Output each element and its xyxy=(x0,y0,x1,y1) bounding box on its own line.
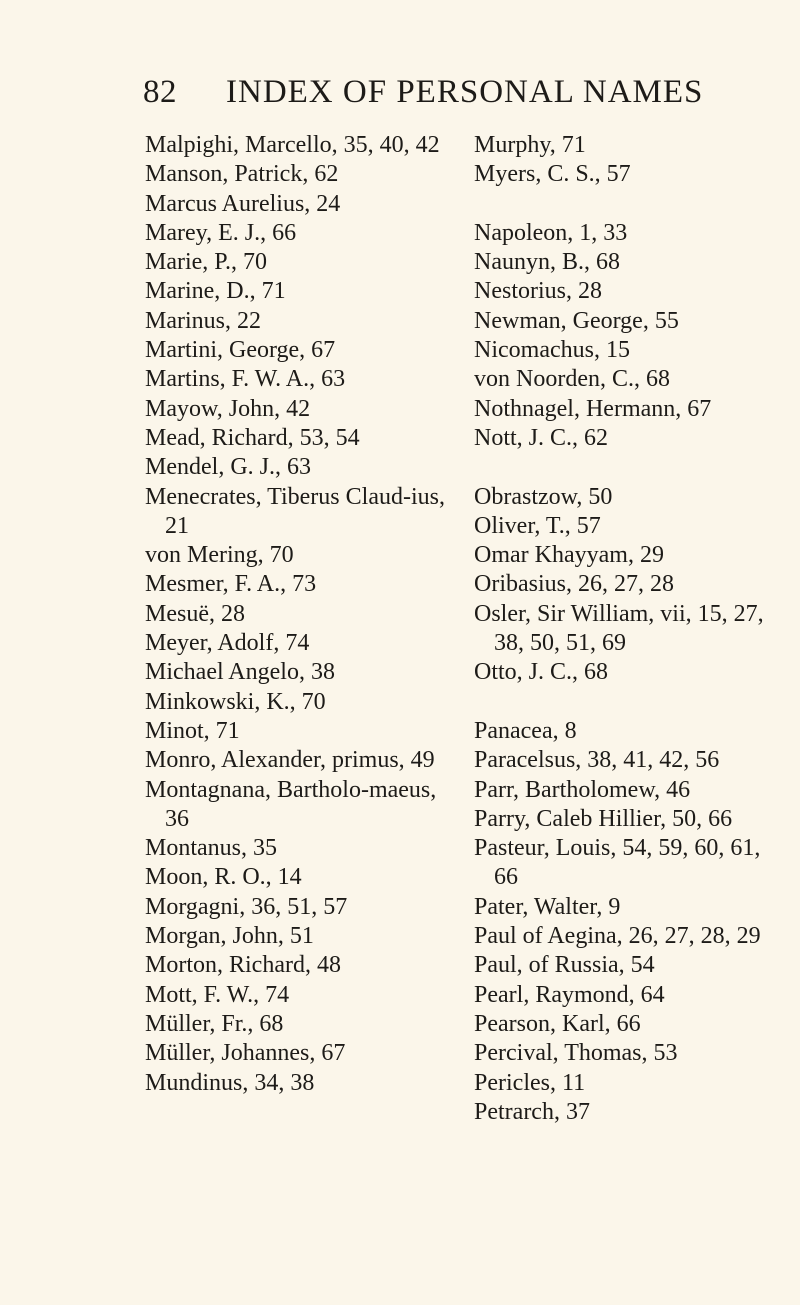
index-entry: Minot, 71 xyxy=(145,717,240,744)
index-entry: Napoleon, 1, 33 xyxy=(474,219,628,246)
index-entry: Otto, J. C., 68 xyxy=(474,659,609,686)
running-title: INDEX OF PERSONAL NAMES xyxy=(226,74,704,110)
index-entry: Myers, C. S., 57 xyxy=(474,161,631,188)
index-column-left xyxy=(145,131,445,1098)
index-entry: Murphy, 71 xyxy=(474,132,586,158)
index-entry: Malpighi, Marcello, 35, 40, 42 xyxy=(145,132,440,158)
index-entry: Nicomachus, 15 xyxy=(474,337,630,364)
index-entry: Marie, P., 70 xyxy=(145,249,267,276)
index-column-right xyxy=(474,131,774,1127)
index-entry: Montanus, 35 xyxy=(145,835,277,862)
index-entry: Pearl, Raymond, 64 xyxy=(474,981,665,1008)
index-entry: Parry, Caleb Hillier, 50, 66 xyxy=(474,805,733,832)
index-entry: von Mering, 70 xyxy=(145,542,294,569)
index-entry: Michael Angelo, 38 xyxy=(145,659,335,686)
index-entry: Percival, Thomas, 53 xyxy=(474,1040,678,1067)
index-entry: Oribasius, 26, 27, 28 xyxy=(474,571,674,598)
index-entry: Newman, George, 55 xyxy=(474,307,679,334)
index-entry: Marcus Aurelius, 24 xyxy=(145,190,341,217)
index-entry: Nestorius, 28 xyxy=(474,278,602,305)
index-entry: Mott, F. W., 74 xyxy=(145,981,290,1008)
index-entry: Pasteur, Louis, 54, 59, 60, 61, 66 xyxy=(474,835,761,891)
index-entry: Mayow, John, 42 xyxy=(145,395,311,422)
letter-group-gap xyxy=(474,688,774,717)
index-entry: Müller, Johannes, 67 xyxy=(145,1040,346,1067)
index-entry: Morton, Richard, 48 xyxy=(145,952,341,979)
index-entry: Montagnana, Bartholo-maeus, 36 xyxy=(145,776,437,832)
index-entry: Paracelsus, 38, 41, 42, 56 xyxy=(474,747,720,774)
index-entry: Manson, Patrick, 62 xyxy=(145,161,339,188)
index-entry: Meyer, Adolf, 74 xyxy=(145,630,310,657)
index-entry: Mesuë, 28 xyxy=(145,600,245,627)
index-entry: Nott, J. C., 62 xyxy=(474,424,609,451)
index-entry: Martini, George, 67 xyxy=(145,337,336,364)
index-entry: Naunyn, B., 68 xyxy=(474,249,620,276)
index-entry: Martins, F. W. A., 63 xyxy=(145,366,346,393)
index-entry: Pater, Walter, 9 xyxy=(474,893,621,920)
index-entry: Moon, R. O., 14 xyxy=(145,864,302,891)
index-entry: Paul of Aegina, 26, 27, 28, 29 xyxy=(474,923,761,950)
index-entry: Müller, Fr., 68 xyxy=(145,1010,284,1037)
index-entry: Morgan, John, 51 xyxy=(145,923,314,950)
index-entry: Nothnagel, Hermann, 67 xyxy=(474,395,712,422)
index-entry: Omar Khayyam, 29 xyxy=(474,542,664,569)
index-entry: Paul, of Russia, 54 xyxy=(474,952,655,979)
index-entry: Pericles, 11 xyxy=(474,1069,586,1096)
index-entry: Mendel, G. J., 63 xyxy=(145,454,311,481)
index-entry: Panacea, 8 xyxy=(474,717,577,744)
index-entry: Marey, E. J., 66 xyxy=(145,219,297,246)
letter-group-gap xyxy=(474,190,774,219)
index-entry: Marine, D., 71 xyxy=(145,278,286,305)
index-entry: Morgagni, 36, 51, 57 xyxy=(145,893,348,920)
index-entry: von Noorden, C., 68 xyxy=(474,366,670,393)
page-header xyxy=(0,74,800,118)
index-entry: Parr, Bartholomew, 46 xyxy=(474,776,691,803)
index-entry: Pearson, Karl, 66 xyxy=(474,1010,641,1037)
index-entry: Monro, Alexander, primus, 49 xyxy=(145,747,435,774)
index-entry: Minkowski, K., 70 xyxy=(145,688,326,715)
letter-group-gap xyxy=(474,453,774,482)
page-number: 82 xyxy=(143,74,177,110)
index-entry: Mesmer, F. A., 73 xyxy=(145,571,317,598)
index-entry: Menecrates, Tiberus Claud-ius, 21 xyxy=(145,483,445,539)
index-entry: Mundinus, 34, 38 xyxy=(145,1069,315,1096)
index-entry: Oliver, T., 57 xyxy=(474,512,601,539)
index-entry: Obrastzow, 50 xyxy=(474,483,613,510)
index-entry: Osler, Sir William, vii, 15, 27, 38, 50, 51, 69 xyxy=(474,600,764,657)
index-entry: Mead, Richard, 53, 54 xyxy=(145,424,360,451)
index-entry: Marinus, 22 xyxy=(145,307,261,334)
index-entry: Petrarch, 37 xyxy=(474,1098,590,1125)
